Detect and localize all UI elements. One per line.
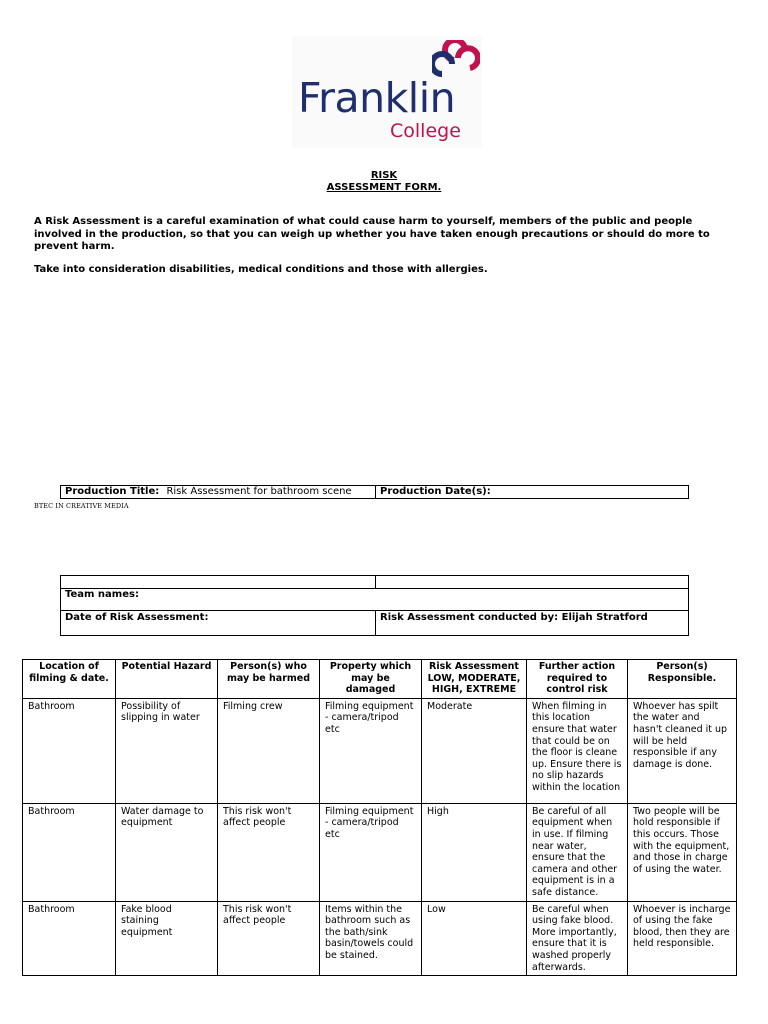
table-cell: Moderate [422, 698, 527, 803]
divider [375, 610, 376, 635]
column-header: Property which may be damaged [320, 660, 422, 699]
divider [375, 576, 376, 588]
table-cell: Bathroom [23, 803, 116, 901]
intro-paragraph: A Risk Assessment is a careful examination of what could cause harm to yourself, members of the public and people involved in the production, so that you can weigh up whether you have taken enough precautions or should do more to prevent harm. [34, 216, 710, 252]
column-header: Potential Hazard [116, 660, 218, 699]
table-cell: Whoever is incharge of using the fake blood, then they are held responsible. [628, 901, 737, 976]
column-header: Person(s) Responsible. [628, 660, 737, 699]
table-cell: Filming equipment - camera/tripod etc [320, 698, 422, 803]
logo-sub-text: College [390, 120, 461, 142]
team-names-label: Team names: [65, 589, 139, 600]
column-header: Person(s) who may be harmed [218, 660, 320, 699]
table-cell: When filming in this location ensure that water that could be on the floor is cleane up. Ensure there is no slip hazards within the location [527, 698, 628, 803]
production-dates-label: Production Date(s): [380, 486, 491, 497]
divider [375, 486, 376, 498]
form-title-line1: RISK [370, 170, 398, 181]
table-header-row [23, 660, 737, 699]
table-cell: Filming crew [218, 698, 320, 803]
table-cell: Low [422, 901, 527, 976]
column-header: Risk Assessment LOW, MODERATE, HIGH, EXTREME [422, 660, 527, 699]
table-cell: Bathroom [23, 698, 116, 803]
table-cell: High [422, 803, 527, 901]
column-header: Location of filming & date. [23, 660, 116, 699]
production-bar [60, 485, 689, 499]
assessment-date-label: Date of Risk Assessment: [65, 612, 209, 623]
column-header: Further action required to control risk [527, 660, 628, 699]
table-cell: Fake blood staining equipment [116, 901, 218, 976]
table-row [23, 698, 737, 803]
team-box [60, 575, 689, 636]
risk-table [22, 659, 737, 976]
table-row [23, 901, 737, 976]
considerations-paragraph: Take into consideration disabilities, medical conditions and those with allergies. [34, 264, 488, 275]
course-note: BTEC IN CREATIVE MEDIA [34, 502, 129, 510]
table-cell: Water damage to equipment [116, 803, 218, 901]
divider [61, 588, 688, 589]
table-cell: Bathroom [23, 901, 116, 976]
production-title-label: Production Title: [65, 486, 160, 497]
table-cell: Whoever has spilt the water and hasn't cleaned it up will be held responsible if any damage is done. [628, 698, 737, 803]
table-cell: Possibility of slipping in water [116, 698, 218, 803]
table-cell: Be careful when using fake blood. More importantly, ensure that it is washed properly afterwards. [527, 901, 628, 976]
table-cell: This risk won't affect people [218, 901, 320, 976]
college-logo [292, 36, 482, 148]
logo-brand-text: Franklin [298, 74, 456, 122]
table-cell: Filming equipment - camera/tripod etc [320, 803, 422, 901]
table-cell: This risk won't affect people [218, 803, 320, 901]
table-row [23, 803, 737, 901]
conducted-by-label: Risk Assessment conducted by: Elijah Stratford [380, 612, 648, 623]
table-cell: Be careful of all equipment when in use. If filming near water, ensure that the camera and other equipment is in a safe distance. [527, 803, 628, 901]
table-cell: Items within the bathroom such as the bath/sink basin/towels could be stained. [320, 901, 422, 976]
table-cell: Two people will be hold responsible if this occurs. Those with the equipment, and those in charge of using the water. [628, 803, 737, 901]
form-title-line2: ASSESSMENT FORM. [326, 182, 442, 193]
production-title-value: Risk Assessment for bathroom scene [166, 486, 352, 497]
